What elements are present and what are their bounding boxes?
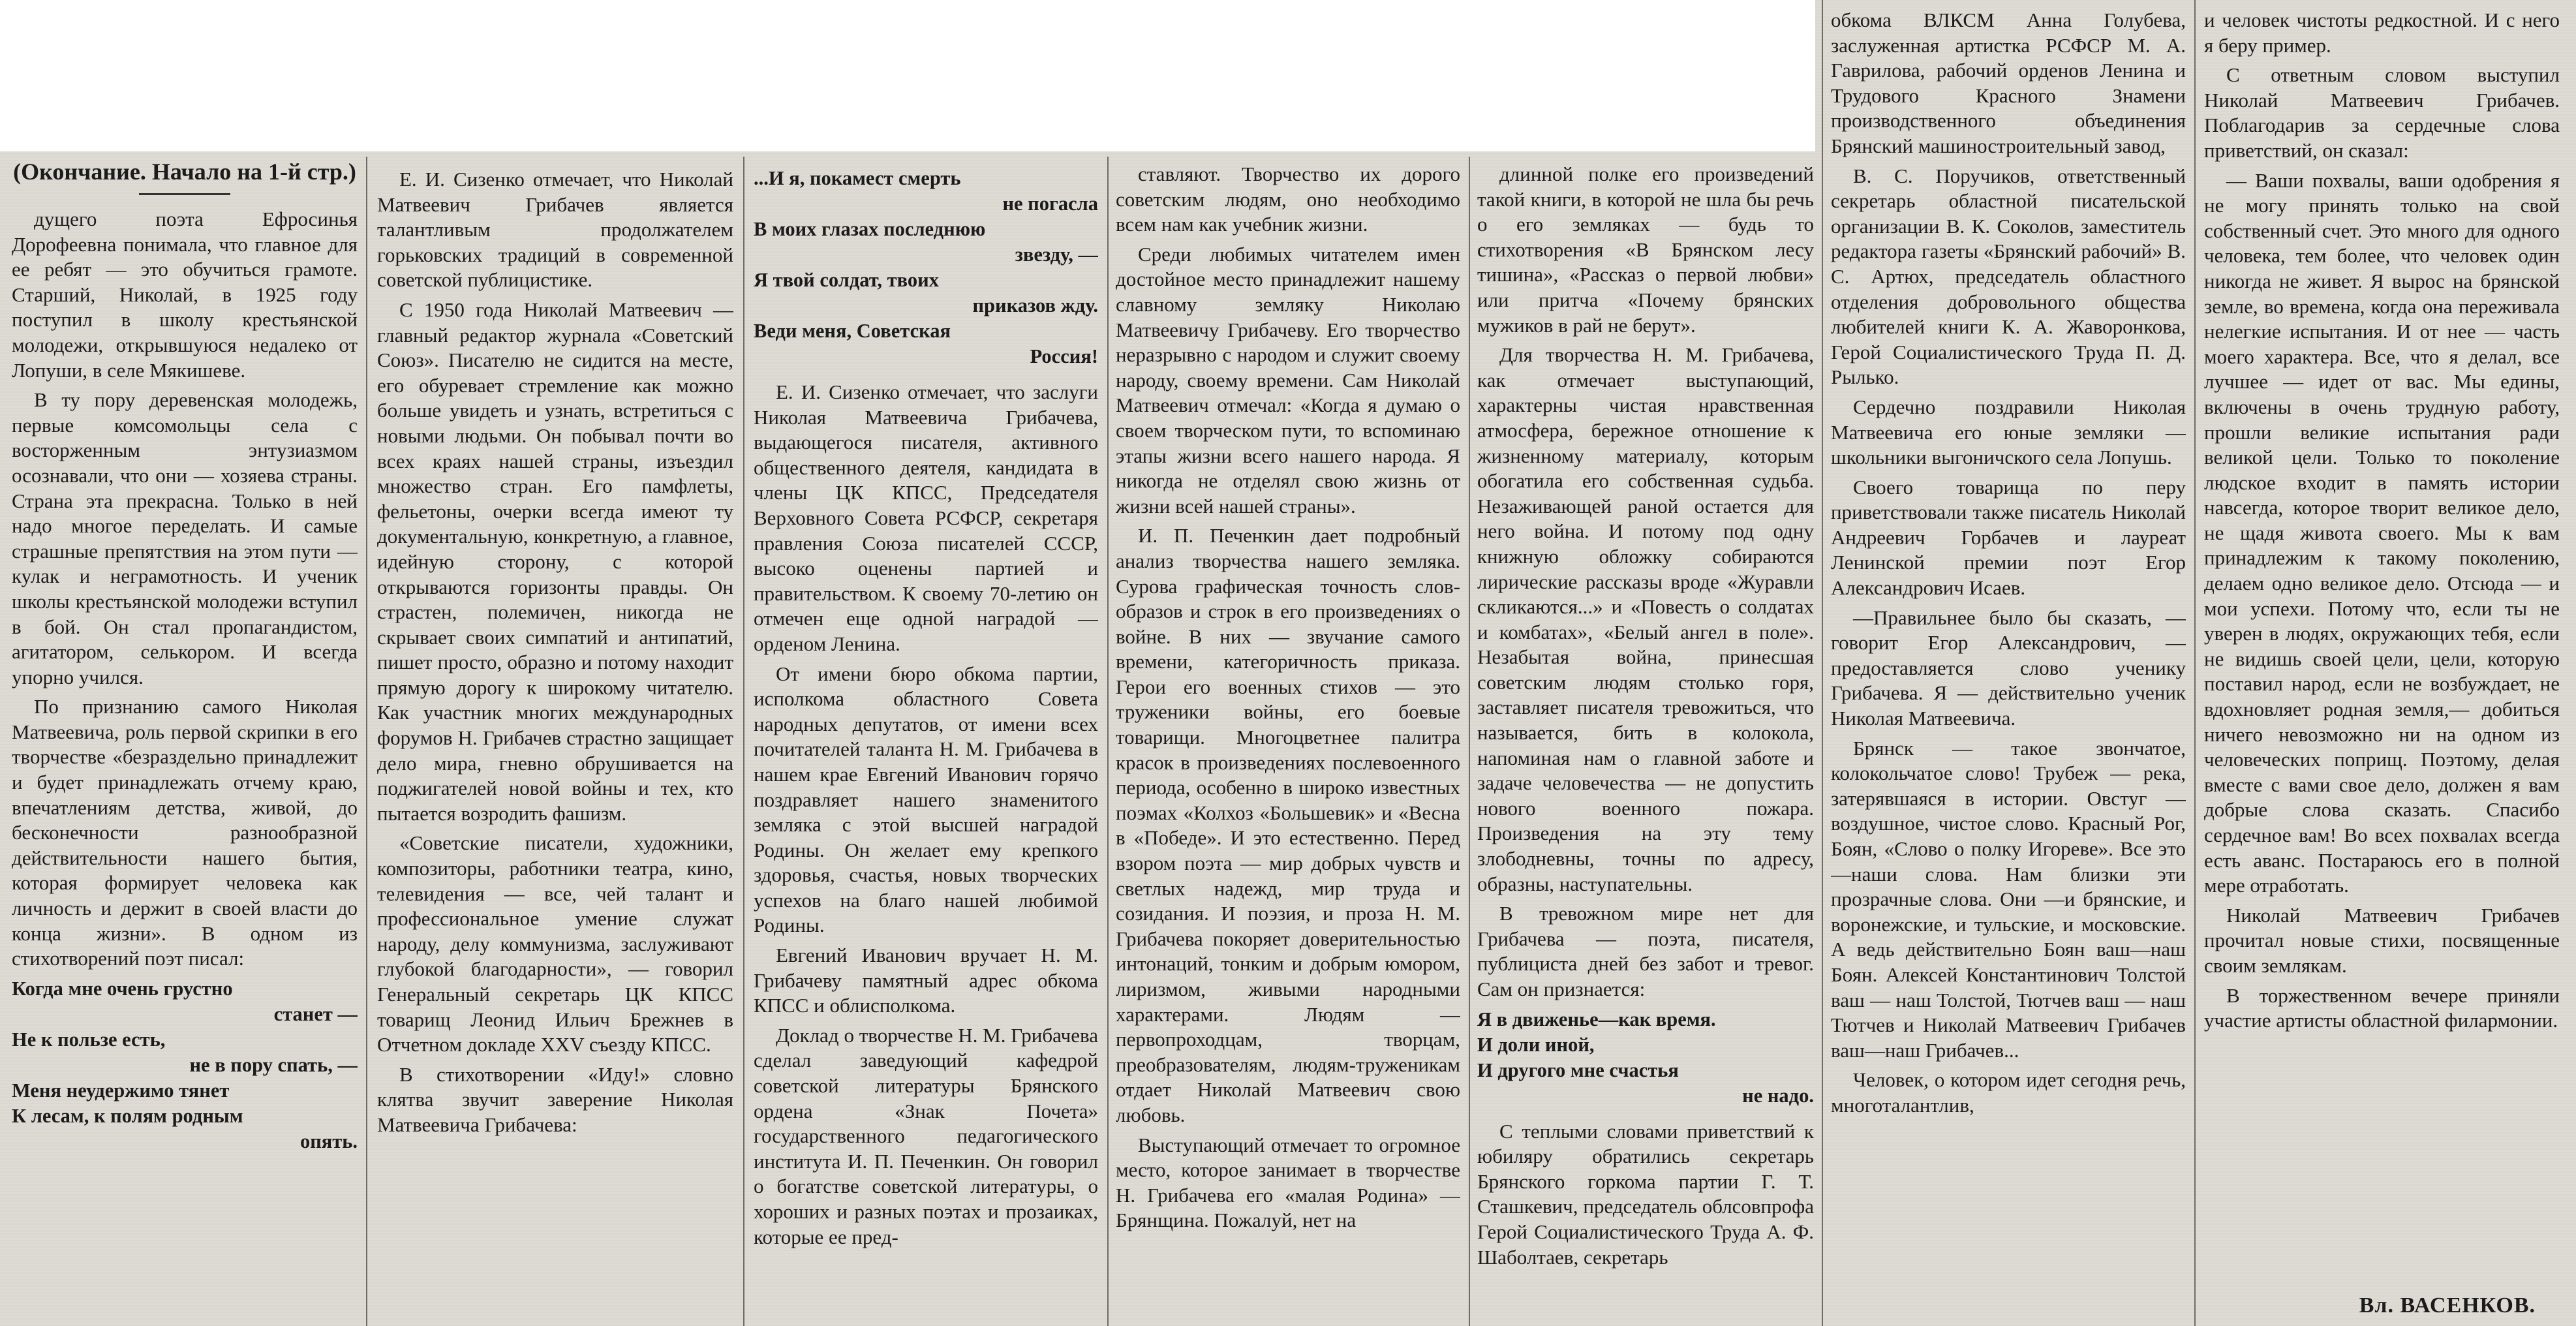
poem-line: не надо. bbox=[1742, 1084, 1814, 1107]
paragraph: С теплыми словами приветствий к юбиляру обратились секретарь Брянского горкома партии Г. Т. Сташкевич, председатель облсовпрофа Герой Социалистического Труда А. Ф. Шаболтаев, секретарь bbox=[1477, 1119, 1814, 1269]
paragraph: Николай Матвеевич Грибачев прочитал новые стихи, посвященные своим землякам. bbox=[2204, 903, 2560, 977]
paragraph: Брянск — такое звончатое, колокольчатое слово! Трубеж — река, затерявшаяся в истории. Овстуг — воздушное, чистое слово. Красный Рог, Боян, «Слово о полку Игореве». Все это—наши слова. Нам близки эти прозрачные слова. Они —и брянские, и воронежские, и тульские, и московские. А ведь действительно Боян ваш—наш Боян. Алексей Константинович Толстой ваш — наш Толстой, Тютчев ваш — наш Тютчев и Николай Матвеевич Грибачев ваш—наш Грибачев... bbox=[1831, 736, 2186, 1062]
poem-line: приказов жду. bbox=[972, 294, 1098, 316]
paragraph: С ответным словом выступил Николай Матвеевич Грибачев. Поблагодарив за сердечные слова приветствий, он сказал: bbox=[2204, 63, 2560, 162]
column-rule bbox=[2194, 0, 2196, 1326]
poem-line: Меня неудержимо тянет bbox=[12, 1079, 230, 1102]
paragraph: Сердечно поздравили Николая Матвеевича его юные земляки — школьники выгоничского села Лопушь. bbox=[1831, 395, 2186, 469]
paragraph: В тревожном мире нет для Грибачева — поэта, писателя, публициста дней без забот и тревог. Сам он признается: bbox=[1477, 902, 1814, 1000]
paragraph: С 1950 года Николай Матвеевич — главный редактор журнала «Советский Союз». Писателю не сидится на месте, его обуревает стремление как можно больше увидеть и узнать, встретиться с новыми людьми. Он побывал почти во всех краях нашей страны, изъездил множество стран. Его памфлеты, фельетоны, очерки всегда имеют ту документальную, конкретную, а главное, идейную сторону, с которой открываются горизонты правды. Он страстен, полемичен, никогда не скрывает своих симпатий и антипатий, пишет просто, образно и потому находит прямую дорогу к широкому читателю. Как участник многих международных форумов Н. Грибачев страстно защищает дело мира, гневно обрушивается на поджигателей новой войны и тех, кто пытается возродить фашизм. bbox=[377, 298, 733, 825]
article-column-2 bbox=[377, 167, 733, 1322]
poem-line: Я твой солдат, твоих bbox=[754, 269, 939, 291]
column-rule bbox=[743, 157, 744, 1326]
poem-line: В моих глазах последнюю bbox=[754, 218, 986, 240]
column-rule bbox=[1822, 0, 1823, 1326]
paragraph: дущего поэта Ефросинья Дорофеевна понимала, что главное для ее ребят — это обучиться грамоте. Старший, Николай, в 1925 году поступил в школу крестьянской молодежи, открывшуюся недалеко от Лопуши, в селе Мякишеве. bbox=[12, 208, 358, 382]
article-column-3 bbox=[754, 163, 1098, 1321]
poem-line: ...И я, покамест смерть bbox=[754, 167, 961, 189]
paragraph: И. П. Печенкин дает подробный анализ творчества нашего земляка. Сурова графическая точность слов-образов и строк в его произведениях о войне. В них — звучание самого времени, категоричность приказа. Герои его военных стихов — это труженики войны, его боевые товарищи. Многоцветнее палитра красок в произведениях послевоенного периода, особенно в широко известных поэмах «Колхоз «Большевик» и «Весна в «Победе». И это естественно. Перед взором поэта — мир добрых чувств и светлых надежд, мир труда и созидания. И поэзия, и проза Н. М. Грибачева покоряет доверительностью интонаций, тонким и добрым юмором, лиризмом, живыми народными характерами. Людям — первопроходцам, творцам, преобразователям, людям-труженикам отдает Николай Матвеевич свою любовь. bbox=[1116, 524, 1460, 1126]
paragraph: Среди любимых читателем имен достойное место принадлежит нашему славному земляку Николаю Матвеевичу Грибачеву. Его творчество неразрывно с народом и служит своему народу, своему времени. Сам Николай Матвеевич отмечал: «Когда я думаю о своем творческом пути, то вспоминаю этапы жизни всего нашего народа. Я никогда не отделял свою жизнь от жизни всей нашей страны». bbox=[1116, 242, 1460, 517]
paragraph: Е. И. Сизенко отмечает, что заслуги Николая Матвеевича Грибачева, выдающегося писателя, активного общественного деятеля, кандидата в члены ЦК КПСС, Председателя Верховного Совета РСФСР, секретаря правления Союза писателей СССР, высоко оценены партией и правительством. К своему 70-летию он отмечен еще одной наградой — орденом Ленина. bbox=[754, 380, 1098, 655]
poem-line: опять. bbox=[299, 1130, 358, 1152]
paragraph: Выступающий отмечает то огромное место, которое занимает в творчестве Н. Грибачева его «малая Родина» — Брянщина. Пожалуй, нет на bbox=[1116, 1133, 1460, 1232]
poem-line: К лесам, к полям родным bbox=[12, 1104, 243, 1127]
poem-line: Не к пользе есть, bbox=[12, 1028, 166, 1051]
column-rule bbox=[366, 157, 367, 1326]
article-column-7 bbox=[2204, 8, 2560, 1280]
poem-line: станет — bbox=[273, 1002, 358, 1025]
poem-quote bbox=[754, 166, 1098, 369]
poem-line: Когда мне очень грустно bbox=[12, 977, 233, 1000]
article-column-1 bbox=[12, 157, 358, 1321]
poem-line: Я в движенье—как время. bbox=[1477, 1008, 1716, 1030]
poem-quote bbox=[1477, 1007, 1814, 1109]
paragraph: По признанию самого Николая Матвеевича, роль первой скрипки в его творчестве «безраздельно принадлежит и будет принадлежать отчему краю, впечатлениям детства, живой, до бесконечности разнообразной действительности нашего бытия, которая формирует человека как личность и держит в своей власти до конца жизни». В одном из стихотворений поэт писал: bbox=[12, 695, 358, 970]
poem-line: Россия! bbox=[1030, 345, 1098, 367]
article-column-4 bbox=[1116, 162, 1460, 1321]
paragraph: В. С. Поручиков, ответственный секретарь областной писательской организации В. К. Соколов, заместитель редактора газеты «Брянский рабочий» В. С. Артюх, председатель областного отделения добровольного общества любителей книги К. А. Жаворонкова, Герой Социалистического Труда П. Д. Рылько. bbox=[1831, 164, 2186, 389]
poem-line: И другого мне счастья bbox=[1477, 1058, 1679, 1081]
poem-line: Веди меня, Советская bbox=[754, 320, 951, 342]
paragraph: Доклад о творчестве Н. М. Грибачева сделал заведующий кафедрой советской литературы Брянского ордена «Знак Почета» государственного педагогического института И. П. Печенкин. Он говорил о богатстве советской литературы, о хороших и разных поэтах и прозаиках, которые ее пред- bbox=[754, 1023, 1098, 1248]
column-rule bbox=[1107, 157, 1109, 1326]
paragraph: «Советские писатели, художники, композиторы, работники театра, кино, телевидения — все, чей талант и профессиональное умение служат народу, делу коммунизма, заслуживают глубокой благодарности», — говорил Генеральный секретарь ЦК КПСС товарищ Леонид Ильич Брежнев в Отчетном докладе XXV съезду КПСС. bbox=[377, 831, 733, 1056]
paragraph: длинной полке его произведений такой книги, в которой не шла бы речь о его земляках — будь то стихотворения «В Брянском лесу тишина», «Рассказ о первой любви» или притча «Почему брянских мужиков в рай не берут». bbox=[1477, 162, 1814, 337]
paragraph: В стихотворении «Иду!» словно клятва звучит заверение Николая Матвеевича Грибачева: bbox=[377, 1062, 733, 1136]
article-column-5 bbox=[1477, 162, 1814, 1321]
article-column-6 bbox=[1831, 8, 2186, 1321]
continuation-note: (Окончание. Начало на 1-й стр.) bbox=[13, 159, 356, 185]
paragraph: — Ваши похвалы, ваши одобрения я не могу принять только на свой собственный счет. Это много для одного человека, тем более, что человек один никогда не живет. Я вырос на брянской земле, во времена, когда она переживала нелегкие испытания. И от нее — часть моего характера. Все, что я делал, все лучшее — идет от вас. Мы едины, включены в очень трудную работу, прошли великие испытания ради великой цели. Только то поколение людское входит в память истории навсегда, которое творит великое дело, не щадя живота своего. Мы к вам принадлежим к такому поколению, делаем одно великое дело. Отсюда — и мои успехи. Потому что, если ты не уверен в людях, окружающих тебя, если не видишь своей цели, цели, которую поставил народ, если не возбуждает, не вдохновляет родная земля,— добиться ничего невозможно ни на одном из человеческих поприщ. Поэтому, делая вместе с вами свое дело, должен я вам добрые слова сказать. Спасибо сердечное вам! Во всех похвалах всегда есть аванс. Постараюсь его в полной мере отработать. bbox=[2204, 168, 2560, 897]
paragraph: От имени бюро обкома партии, исполкома областного Совета народных депутатов, от имени всех почитателей таланта Н. М. Грибачева в нашем крае Евгений Иванович горячо поздравляет нашего знаменитого земляка с этой высшей наградой Родины. Он желает ему крепкого здоровья, счастья, новых творческих успехов на благо нашей любимой Родины. bbox=[754, 662, 1098, 937]
poem-line: не в пору спать, — bbox=[189, 1053, 358, 1076]
paragraph: В ту пору деревенская молодежь, первые комсомольцы села с восторженным энтузиазмом осознавали, что они — хозяева страны. Страна эта прекрасна. Только в ней надо многое переделать. И самые страшные препятствия на этом пути — кулак и неграмотность. И ученик школы крестьянской молодежи вступил в бой. Он стал пропагандистом, агитатором, селькором. И всегда упорно учился. bbox=[12, 388, 358, 688]
paragraph: Человек, о котором идет сегодня речь, многоталантлив, bbox=[1831, 1068, 2186, 1117]
paragraph: ставляют. Творчество их дорого советским людям, оно необходимо всем нам как учебник жизни. bbox=[1116, 162, 1460, 236]
paragraph: Е. И. Сизенко отмечает, что Николай Матвеевич Грибачев является талантливым продолжателем горьковских традиций в современной советской публицистике. bbox=[377, 168, 733, 292]
paragraph: Для творчества Н. М. Грибачева, как отмечает выступающий, характерны чистая нравственная атмосфера, бережное отношение к жизненному материалу, которым обогатила его собственная судьба. Незаживающей раной остается для него война. И потому под одну книжную обложку собираются лирические рассказы вроде «Журавли скликаются...» и «Повесть о солдатах и комбатах», «Белый ангел в поле». Незабытая война, принесшая советским людям столько горя, заставляет писателя тревожиться, что называется, бить в колокола, напоминая нам о главной заботе и задаче человечества — не допустить нового военного пожара. Произведения на эту тему злободневны, точны по адресу, образны, наступательны. bbox=[1477, 343, 1814, 895]
paragraph: —Правильнее было бы сказать, — говорит Егор Александрович, — предоставляется слово ученику Грибачева. Я — действительно ученик Николая Матвеевича. bbox=[1831, 606, 2186, 730]
poem-line: И доли иной, bbox=[1477, 1033, 1595, 1056]
heading-underline bbox=[139, 193, 230, 195]
paragraph: Своего товарища по перу приветствовали также писатель Николай Андреевич Горбачев и лауреат Ленинской премии поэт Егор Александрович Исаев. bbox=[1831, 475, 2186, 600]
poem-line: звезду, — bbox=[1015, 243, 1098, 266]
paragraph: В торжественном вечере приняли участие артисты областной филармонии. bbox=[2204, 983, 2560, 1032]
poem-line: не погасла bbox=[1002, 193, 1098, 215]
paragraph: и человек чистоты редкостной. И с него я беру пример. bbox=[2204, 8, 2560, 57]
column-rule bbox=[1469, 157, 1470, 1326]
paragraph: обкома ВЛКСМ Анна Голубева, заслуженная артистка РСФСР М. А. Гаврилова, рабочий орденов Ленина и Трудового Красного Знамени производственного объединения Брянский машиностроительный завод, bbox=[1831, 8, 2186, 157]
paragraph: Евгений Иванович вручает Н. М. Грибачеву памятный адрес обкома КПСС и облисполкома. bbox=[754, 944, 1098, 1017]
poem-quote bbox=[12, 976, 358, 1154]
author-signature: Вл. ВАСЕНКОВ. bbox=[2359, 1293, 2536, 1318]
